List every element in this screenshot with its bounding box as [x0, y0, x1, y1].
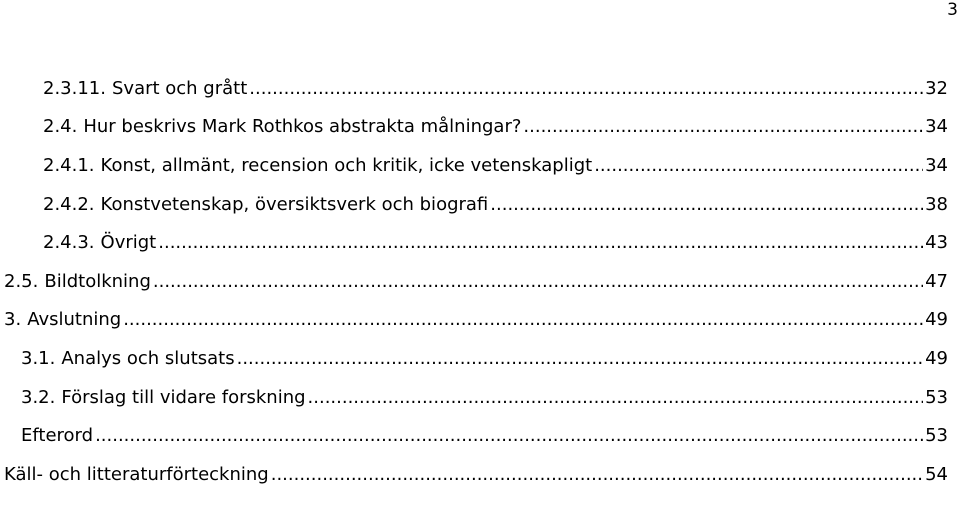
- toc-entry-page: 32: [925, 77, 948, 99]
- toc-entry[interactable]: [0, 69, 960, 108]
- toc-entry-page: 49: [925, 347, 948, 369]
- toc-dot-leader: [249, 78, 923, 99]
- toc-entry-page: 53: [925, 425, 948, 447]
- toc-dot-leader: [123, 309, 923, 330]
- toc-entry-number: 2.3.11.: [43, 77, 106, 99]
- toc-dot-leader: [594, 155, 923, 176]
- toc-entry[interactable]: [0, 262, 960, 301]
- table-of-contents: [0, 69, 960, 494]
- toc-entry-title: Konst, allmänt, recension och kritik, icke vetenskapligt: [100, 154, 593, 176]
- toc-dot-leader: [95, 425, 923, 446]
- toc-entry[interactable]: [0, 455, 960, 494]
- toc-entry-number: 3.2.: [21, 386, 56, 408]
- toc-entry-page: 49: [925, 309, 948, 331]
- toc-entry-page: 54: [925, 463, 948, 485]
- toc-dot-leader: [308, 387, 924, 408]
- toc-entry-title: Bildtolkning: [44, 270, 151, 292]
- toc-entry-page: 38: [925, 193, 948, 215]
- toc-entry-number: 2.5.: [4, 270, 39, 292]
- toc-entry-page: 43: [925, 232, 948, 254]
- toc-entry-number: 3.: [4, 309, 22, 331]
- toc-entry-page: 53: [925, 386, 948, 408]
- toc-entry-number: 3.1.: [21, 347, 56, 369]
- toc-entry-title: Konstvetenskap, översiktsverk och biografi: [100, 193, 489, 215]
- toc-entry-number: 2.4.2.: [43, 193, 95, 215]
- toc-entry-number: 2.4.3.: [43, 232, 95, 254]
- toc-entry-title: Avslutning: [27, 309, 122, 331]
- toc-entry-title: Analys och slutsats: [61, 347, 235, 369]
- toc-entry-number: 2.4.1.: [43, 154, 95, 176]
- toc-dot-leader: [158, 232, 923, 253]
- toc-entry[interactable]: [0, 378, 960, 417]
- toc-entry-title: Svart och grått: [111, 77, 248, 99]
- toc-entry-number: 2.4.: [43, 116, 78, 138]
- toc-entry[interactable]: [0, 339, 960, 378]
- toc-dot-leader: [523, 116, 923, 137]
- toc-entry-page: 34: [925, 154, 948, 176]
- toc-entry-page: 47: [925, 270, 948, 292]
- toc-entry[interactable]: [0, 108, 960, 147]
- toc-entry[interactable]: [0, 416, 960, 455]
- toc-entry[interactable]: [0, 146, 960, 185]
- toc-entry[interactable]: [0, 301, 960, 340]
- toc-entry-title: Hur beskrivs Mark Rothkos abstrakta målningar?: [83, 116, 522, 138]
- toc-dot-leader: [153, 271, 923, 292]
- toc-entry[interactable]: [0, 185, 960, 224]
- page-number: 3: [947, 0, 958, 20]
- toc-dot-leader: [271, 464, 923, 485]
- toc-entry-title: Förslag till vidare forskning: [61, 386, 306, 408]
- toc-entry-title: Övrigt: [100, 232, 157, 254]
- toc-entry-page: 34: [925, 116, 948, 138]
- toc-dot-leader: [490, 194, 923, 215]
- toc-entry[interactable]: [0, 223, 960, 262]
- toc-entry-title: Efterord: [21, 425, 94, 447]
- toc-entry-title: Käll- och litteraturförteckning: [4, 463, 269, 485]
- toc-dot-leader: [237, 348, 924, 369]
